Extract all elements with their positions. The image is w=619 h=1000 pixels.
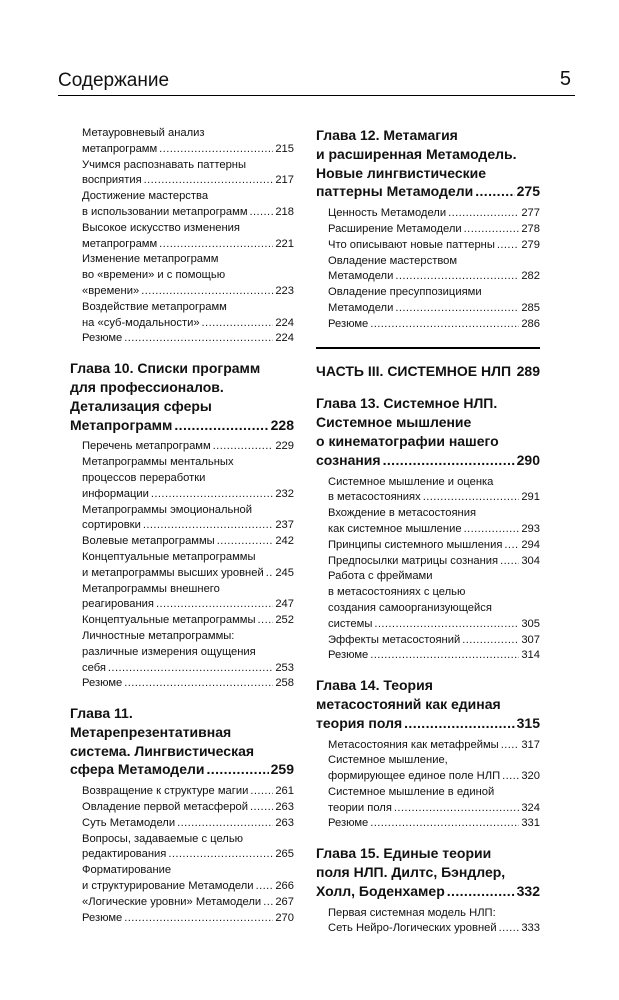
section-entry [328,554,540,570]
dot-leader [383,451,515,470]
entry-title-line: о кинематографии нашего [316,432,499,449]
section-entry [82,816,294,832]
entry-title-line: сознания [316,451,381,468]
entry-title-line: Вопросы, задаваемые с целью [82,832,244,845]
entry-title-line: информации [82,487,149,500]
entry-title-line: паттерны Метамодели [316,183,474,200]
entry-page-number: 224 [275,332,294,345]
dot-leader [448,206,519,222]
section-entry [82,439,294,455]
entry-title-line: и метапрограммы высших уровней [82,566,264,579]
section-entry [328,254,540,286]
entry-title-line: Воздействие метапрограмм [82,300,227,313]
entry-page-number: 242 [275,535,294,548]
page-header-title: Содержание [58,70,170,91]
entry-title-line: Суть Метамодели [82,816,176,829]
dot-leader [168,847,273,863]
entry-title-line: Овладение мастерством [328,254,458,267]
entry-title-line: Предпосылки матрицы сознания [328,554,499,567]
section-entry [82,676,294,692]
entry-title-line: Ценность Метамодели [328,207,447,220]
header-rule [58,95,575,96]
entry-page-number: 289 [516,362,540,379]
entry-page-number: 237 [275,519,294,532]
entry-title-line: на «суб-модальности» [82,316,200,329]
section-entry [82,613,294,629]
entry-title-line: в метасостояниях [328,491,421,504]
entry-title-line: теории поля [328,801,392,814]
entry-title-line: Что описывают новые паттерны [328,238,495,251]
dot-leader [423,490,520,506]
entry-title-line: Глава 12. Метамагия [316,127,458,143]
entry-title-line: Перечень метапрограмм [82,440,211,453]
section-entry [82,911,294,927]
chapter-entry [70,704,294,779]
section-entry [82,126,294,158]
entry-title-line: процессов переработки [82,471,206,484]
entry-title-line: как системное мышление [328,522,462,535]
entry-page-number: 333 [521,922,540,935]
chapter-entry [70,359,294,434]
section-entry [82,158,294,190]
dot-leader [217,534,274,550]
section-entry [328,738,540,754]
entry-title-line: Метамодели [328,270,394,283]
section-entry [328,569,540,632]
entry-title-line: Расширение Метамодели [328,222,462,235]
entry-title-line: Системное мышление в единой [328,785,495,798]
section-entry [328,785,540,817]
dot-leader [213,439,274,455]
entry-title-line: и структурирование Метамодели [82,880,254,893]
entry-title-line: метапрограмм [82,237,158,250]
entry-page-number: 218 [275,205,294,218]
entry-page-number: 317 [521,738,540,751]
entry-page-number: 217 [275,174,294,187]
dot-leader [266,566,274,582]
entry-title-line: Метапрограммы эмоциональной [82,503,252,516]
entry-title-line: Вхождение в метасостояния [328,507,477,520]
entry-title-line: Принципы системного мышления [328,538,503,551]
entry-page-number: 221 [275,237,294,250]
entry-page-number: 291 [521,491,540,504]
entry-page-number: 324 [521,801,540,814]
entry-title-line: Глава 15. Единые теории [316,845,492,862]
dot-leader [151,487,273,503]
section-entry [328,633,540,649]
entry-title-line: Метасостояния как метафреймы [328,738,499,751]
section-entry [82,252,294,299]
entry-title-line: Глава 14. Теория [316,677,433,694]
section-entry [82,832,294,864]
entry-title-line: различные измерения ощущения [82,645,256,658]
entry-page-number: 332 [516,882,540,899]
entry-title-line: Метапрограммы внешнего [82,582,220,595]
entry-title-line: ЧАСТЬ III. СИСТЕМНОЕ НЛП [316,362,512,379]
section-entry [328,238,540,254]
entry-page-number: 223 [275,284,294,297]
entry-title-line: редактирования [82,848,167,861]
dot-leader [370,816,519,832]
entry-title-line: для профессионалов. [70,378,224,395]
page-number: 5 [559,68,571,90]
entry-page-number: 307 [521,633,540,646]
entry-title-line: Достижение мастерства [82,190,209,203]
entry-page-number: 252 [275,614,294,627]
entry-title-line: Системное мышление, [328,754,448,767]
entry-page-number: 263 [275,801,294,814]
dot-leader [206,760,268,779]
section-entry [82,582,294,614]
entry-title-line: Глава 13. Системное НЛП. [316,395,498,412]
entry-page-number: 228 [270,416,294,433]
chapter-entry [316,126,540,201]
section-entry [82,895,294,911]
section-entry [82,534,294,550]
dot-leader [501,738,520,754]
entry-page-number: 282 [521,270,540,283]
section-entry [328,285,540,317]
section-entry [328,506,540,538]
dot-leader [174,416,268,435]
entry-page-number: 267 [275,895,294,908]
entry-title-line: Концептуальные метапрограммы [82,614,256,627]
entry-page-number: 331 [521,817,540,830]
entry-title-line: Метапрограммы ментальных [82,456,234,469]
dot-leader [256,879,274,895]
dot-leader [258,613,274,629]
entry-title-line: Системное мышление [316,414,472,431]
entry-title-line: метасостояний как единая [316,695,501,712]
entry-page-number: 224 [275,316,294,329]
dot-leader [502,769,519,785]
part-rule [316,347,540,349]
dot-leader [374,617,519,633]
dot-leader [370,317,519,333]
entry-title-line: Холл, Боденхамер [316,882,445,899]
dot-leader [250,800,273,816]
entry-title-line: Системное мышление и оценка [328,475,494,488]
entry-title-line: Новые лингвистические [316,164,487,181]
entry-title-line: поля НЛП. Дилтс, Бэндлер, [316,864,506,881]
running-header [58,66,575,96]
section-entry [82,503,294,535]
entry-page-number: 229 [275,440,294,453]
entry-page-number: 232 [275,487,294,500]
section-entry [328,206,540,222]
entry-page-number: 294 [521,538,540,551]
dot-leader [500,554,519,570]
entry-title-line: Резюме [328,649,369,662]
entry-page-number: 320 [521,770,540,783]
dot-leader [144,173,274,189]
entry-title-line: восприятия [82,174,142,187]
entry-title-line: система. Лингвистическая [70,742,255,759]
entry-title-line: системы [328,617,373,630]
dot-leader [497,238,519,254]
entry-title-line: Волевые метапрограммы [82,535,215,548]
entry-title-line: во «времени» и с помощью [82,269,226,282]
entry-title-line: Эффекты метасостояний [328,633,461,646]
entry-title-line: Овладение первой метасферой [82,801,249,814]
entry-page-number: 286 [521,317,540,330]
entry-title-line: реагирования [82,598,154,611]
entry-page-number: 304 [521,554,540,567]
entry-page-number: 285 [521,301,540,314]
entry-page-number: 265 [275,848,294,861]
dot-leader [464,222,520,238]
entry-page-number: 277 [521,207,540,220]
entry-title-line: Метамодели [328,301,394,314]
entry-title-line: Учимся распознавать паттерны [82,158,247,171]
entry-title-line: Высокое искусство изменения [82,221,240,234]
entry-title-line: Метапрограмм [70,416,173,433]
entry-title-line: «времени» [82,284,140,297]
dot-leader [499,921,520,937]
dot-leader [124,676,273,692]
entry-page-number: 290 [516,451,540,468]
entry-page-number: 245 [275,566,294,579]
entry-title-line: формирующее единое поле НЛП [328,770,501,783]
section-entry [82,300,294,332]
section-entry [82,784,294,800]
section-entry [328,816,540,832]
section-entry [328,753,540,785]
dot-leader [404,714,515,733]
dot-leader [177,816,273,832]
dot-leader [447,882,515,901]
entry-page-number: 275 [516,183,540,200]
dot-leader [250,784,273,800]
dot-leader [263,895,273,911]
dot-leader [141,284,273,300]
section-entry [82,189,294,221]
entry-title-line: теория поля [316,714,403,731]
entry-page-number: 261 [275,785,294,798]
entry-title-line: себя [82,661,106,674]
dot-leader [108,661,273,677]
section-entry [82,331,294,347]
section-entry [82,629,294,676]
entry-page-number: 305 [521,617,540,630]
entry-page-number: 278 [521,222,540,235]
entry-title-line: Изменение метапрограмм [82,253,219,266]
dot-leader [394,801,519,817]
entry-title-line: «Логические уровни» Метамодели [82,895,262,908]
entry-title-line: Резюме [82,677,123,690]
entry-title-line: Резюме [328,317,369,330]
entry-title-line: Первая системная модель НЛП: [328,906,496,919]
dot-leader [159,142,273,158]
entry-title-line: Глава 11. [70,705,133,722]
entry-page-number: 293 [521,522,540,535]
entry-title-line: создания самоорганизующейся [328,601,492,614]
entry-page-number: 266 [275,880,294,893]
section-entry [82,550,294,582]
part-entry [316,362,540,381]
section-entry [328,648,540,664]
entry-title-line: Возвращение к структуре магии [82,785,249,798]
dot-leader [395,269,519,285]
entry-title-line: сортировки [82,519,141,532]
section-entry [328,538,540,554]
entry-page-number: 279 [521,238,540,251]
entry-title-line: Метауровневый анализ [82,127,205,139]
entry-title-line: в метасостояниях с целью [328,586,466,599]
entry-title-line: Метарепрезентативная [70,723,232,740]
entry-title-line: Резюме [82,911,123,924]
entry-title-line: и расширенная Метамодель. [316,145,517,162]
entry-title-line: Овладение пресуппозициями [328,286,482,299]
section-entry [82,455,294,502]
entry-page-number: 247 [275,598,294,611]
dot-leader [462,633,519,649]
dot-leader [464,522,520,538]
entry-title-line: Детализация сферы [70,397,212,414]
entry-title-line: Резюме [82,332,123,345]
entry-title-line: сфера Метамодели [70,761,205,778]
section-entry [328,906,540,938]
dot-leader [475,182,514,201]
dot-leader [250,205,274,221]
toc-right-column [316,126,540,937]
entry-page-number: 258 [275,677,294,690]
entry-title-line: Сеть Нейро-Логических уровней [328,922,497,935]
entry-title-line: Работа с фреймами [328,570,433,583]
section-entry [328,317,540,333]
entry-title-line: в использовании метапрограмм [82,205,248,218]
section-entry [328,475,540,507]
entry-page-number: 263 [275,816,294,829]
dot-leader [124,331,273,347]
dot-leader [370,648,519,664]
section-entry [82,863,294,895]
entry-page-number: 270 [275,911,294,924]
dot-leader [159,237,273,253]
entry-page-number: 315 [516,714,540,731]
entry-title-line: метапрограмм [82,142,158,155]
chapter-entry [316,844,540,900]
entry-page-number: 253 [275,661,294,674]
entry-title-line: Форматирование [82,864,172,877]
entry-page-number: 215 [275,142,294,155]
chapter-entry [316,676,540,732]
chapter-entry [316,394,540,469]
section-entry [82,221,294,253]
entry-title-line: Концептуальные метапрограммы [82,550,256,563]
entry-title-line: Личностные метапрограммы: [82,629,235,642]
section-entry [328,222,540,238]
dot-leader [143,518,274,534]
dot-leader [504,538,519,554]
dot-leader [156,597,273,613]
entry-page-number: 259 [270,761,294,778]
toc-left-column [70,126,294,926]
dot-leader [395,301,519,317]
dot-leader [124,911,273,927]
dot-leader [202,316,274,332]
section-entry [82,800,294,816]
entry-title-line: Резюме [328,817,369,830]
entry-page-number: 314 [521,649,540,662]
entry-title-line: Глава 10. Списки программ [70,360,261,377]
